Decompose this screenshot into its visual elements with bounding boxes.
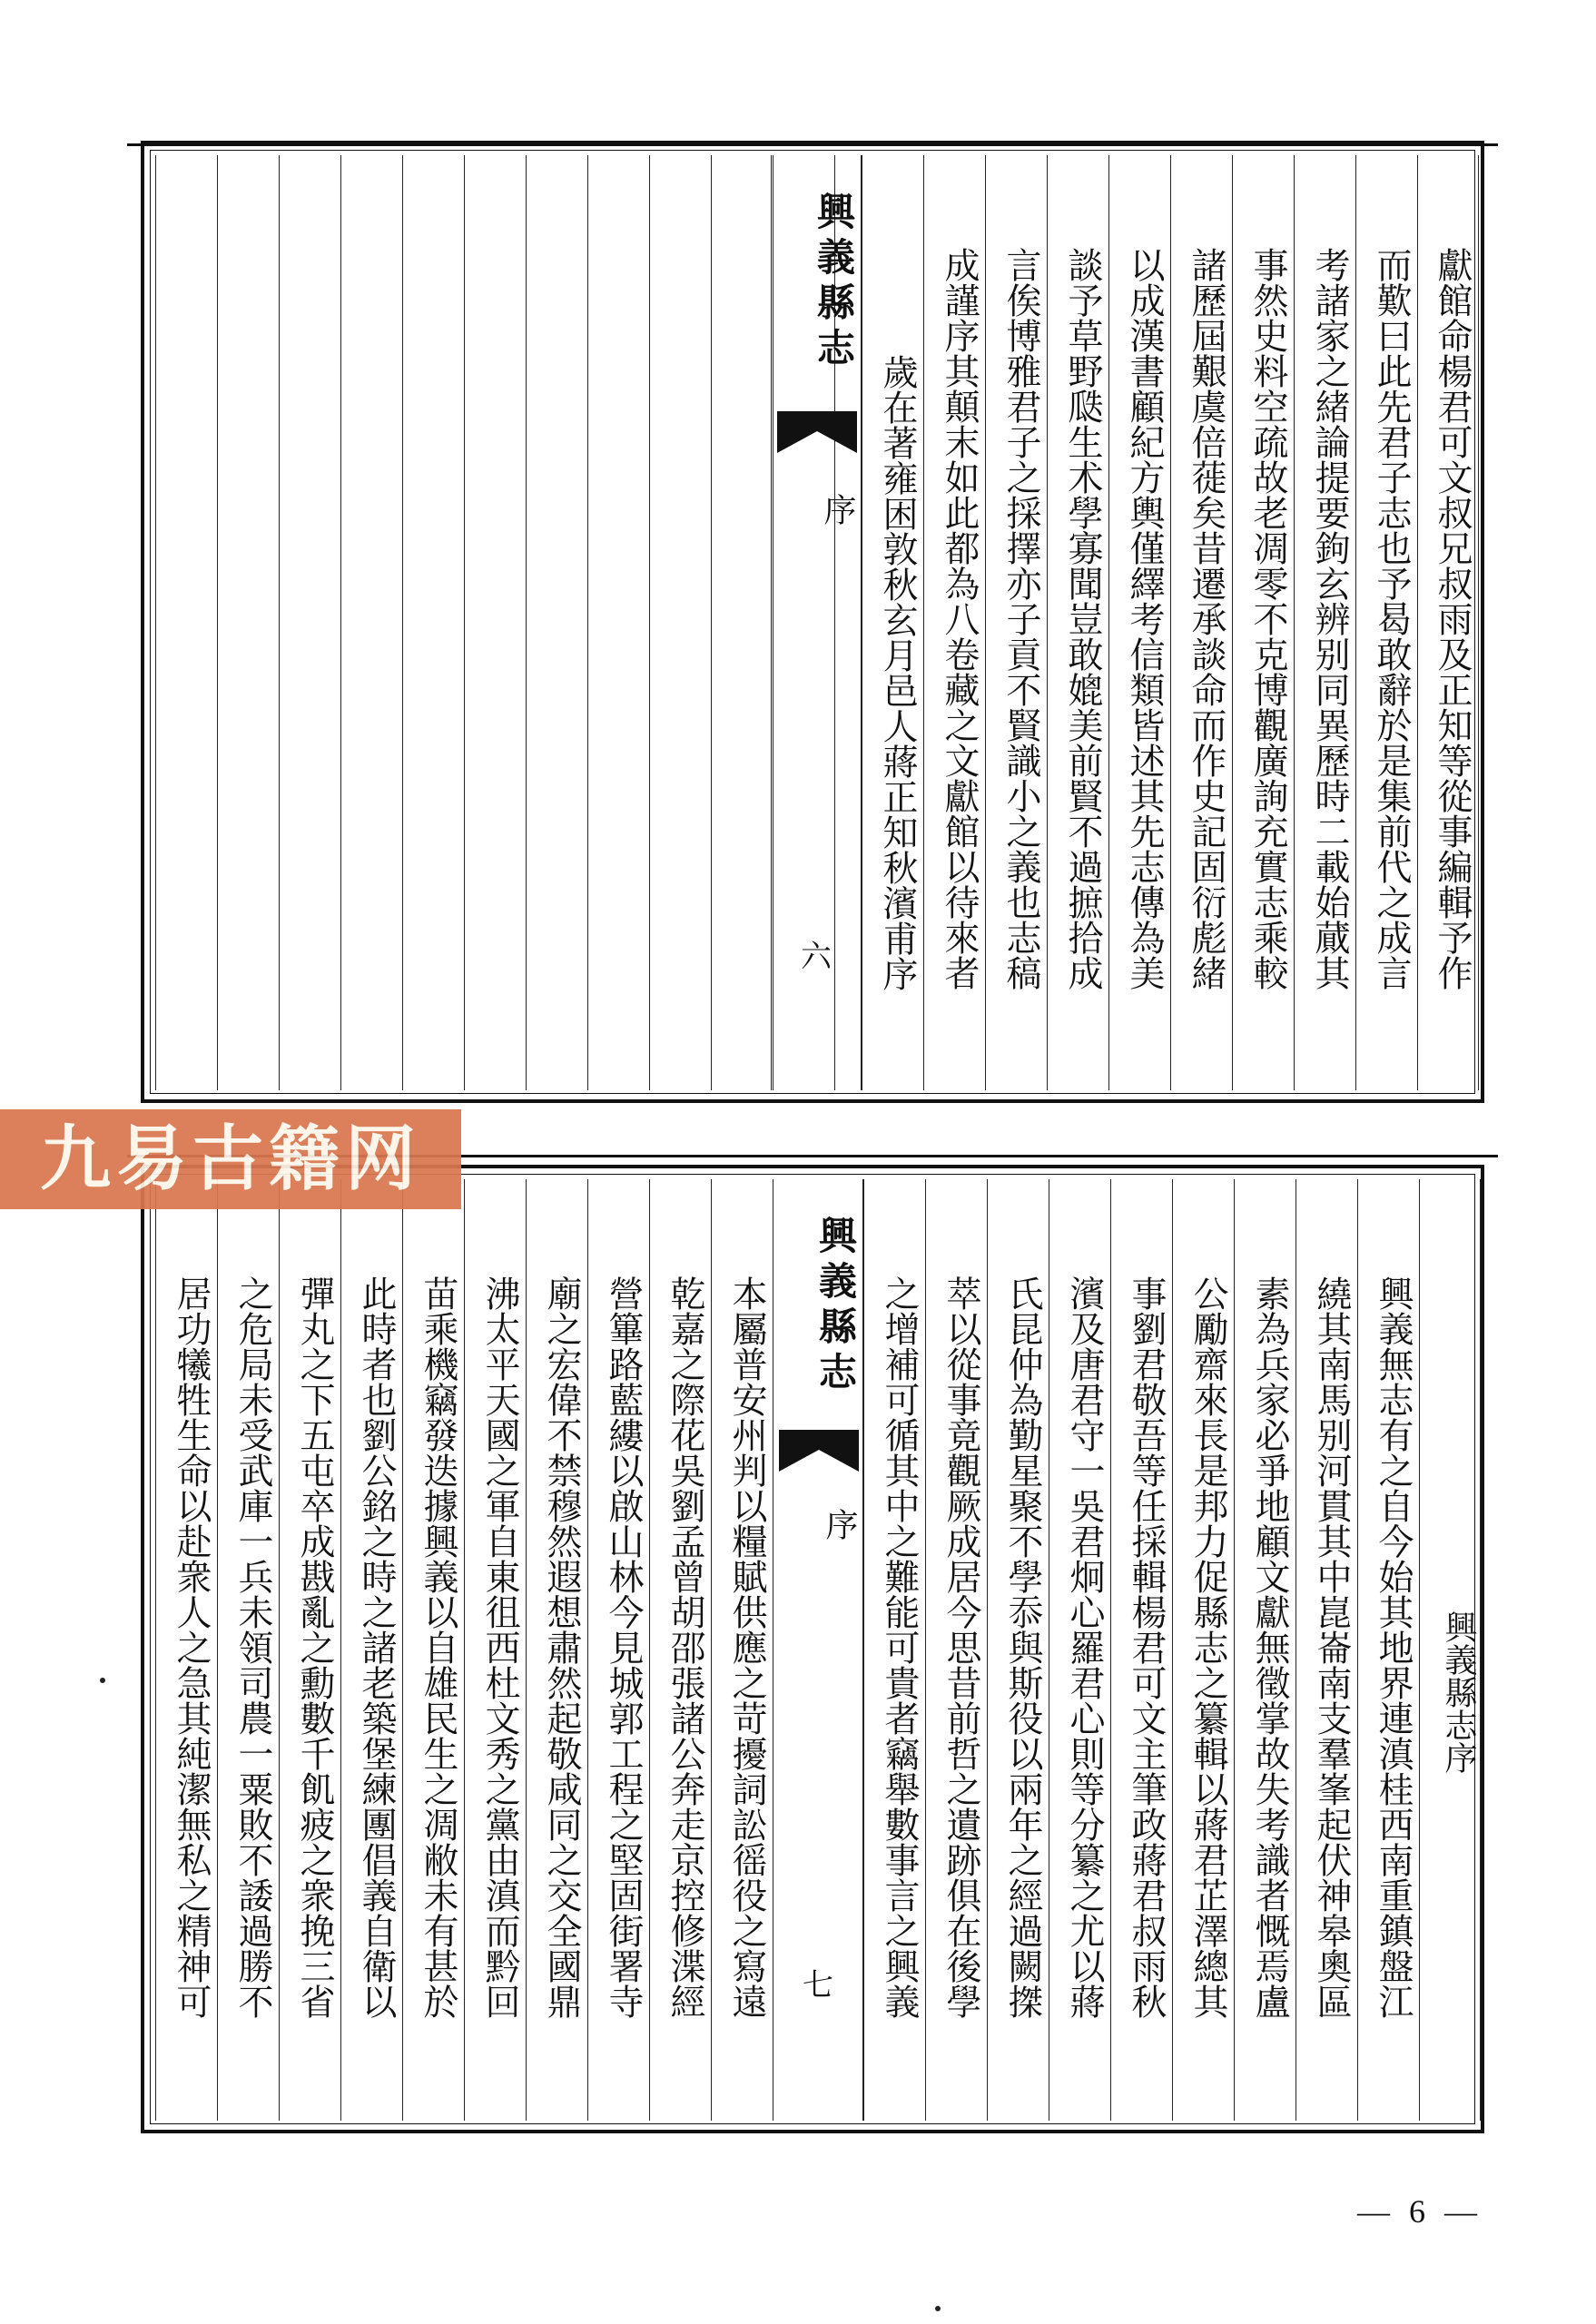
text-column [1417, 155, 1479, 1090]
blank-column [587, 155, 649, 1090]
column-text: 事然史料空疏故老凋零不克博觀廣詢充實志乘較 [1247, 246, 1288, 990]
text-column [649, 1179, 711, 2121]
center-page-number: 六 [801, 939, 832, 975]
text-column [862, 155, 923, 1090]
blank-column [711, 155, 773, 1090]
column-text: 沸太平天國之軍自東徂西杜文秀之黨由滇而黔回 [479, 1275, 520, 2019]
blank-column [279, 155, 340, 1090]
column-text: 談予草野瓞生术學寡聞豈敢媲美前賢不過摭拾成 [1062, 246, 1103, 990]
column-text: 此時者也劉公銘之時之諸老築堡練團倡義自衛以 [356, 1275, 397, 2019]
column-text: 繞其南馬别河貫其中崑崙南支羣峯起伏神皋奧區 [1311, 1275, 1352, 2019]
text-column [1296, 1179, 1357, 2121]
column-text: 之增補可循其中之難能可貴者竊舉數事言之興義 [879, 1275, 920, 2019]
center-section: 序 [821, 1508, 858, 1541]
text-column [1234, 1179, 1296, 2121]
column-text: 事劉君敬吾等任採輯楊君可文主筆政蔣君叔雨秋 [1126, 1275, 1167, 2019]
center-strip [773, 1179, 863, 2121]
text-column [987, 1179, 1049, 2121]
text-column [985, 155, 1047, 1090]
text-column [1108, 155, 1170, 1090]
fishtail-mark [779, 1430, 859, 1484]
blank-column [526, 155, 587, 1090]
text-column [1110, 1179, 1172, 2121]
column-text: 氏昆仲為勤星聚不學忝與斯役以兩年之經過闕搩 [1002, 1275, 1043, 2019]
column-text: 彈丸之下五屯卒成戡亂之勳數千飢疲之衆挽三省 [294, 1275, 335, 2019]
text-column [711, 1179, 773, 2121]
text-column [1172, 1179, 1234, 2121]
column-text: 萃以從事竟觀厥成居今思昔前哲之遺跡俱在後學 [941, 1275, 981, 2019]
column-text: 本屬普安州判以糧賦供應之苛擾詞訟徭役之寫遠 [726, 1275, 767, 2019]
text-column [923, 155, 985, 1090]
center-title: 興義縣志 [813, 1216, 858, 1397]
blank-column [340, 155, 402, 1090]
blank-column [402, 155, 464, 1090]
text-column [1294, 155, 1355, 1090]
column-text: 之危局未受武庫一兵未領司農一粟敗不諉過勝不 [232, 1275, 273, 2019]
text-column [464, 1179, 526, 2121]
text-column [526, 1179, 587, 2121]
page-number: — 6 — [1357, 2193, 1483, 2230]
column-text: 以成漢書顧紀方輿僅繹考信類皆述其先志傳為美 [1124, 246, 1165, 990]
center-title: 興義縣志 [812, 192, 856, 373]
text-column [1232, 155, 1294, 1090]
text-column [155, 1179, 217, 2121]
text-column [402, 1179, 464, 2121]
column-text: 歲在著雍困敦秋玄月邑人蔣正知秋濱甫序 [877, 354, 918, 991]
heading-column [1419, 1179, 1481, 2121]
column-text: 而歎曰此先君子志也予曷敢辭於是集前代之成言 [1371, 246, 1412, 990]
text-column [863, 1179, 925, 2121]
column-text: 興義無志有之自今始其地界連滇桂西南重鎮盤江 [1373, 1275, 1414, 2019]
column-text: 營篳路藍縷以啟山林今見城郭工程之堅固街署寺 [603, 1275, 644, 2019]
blank-column [217, 155, 279, 1090]
text-column [340, 1179, 402, 2121]
bottom-page-frame [141, 1165, 1484, 2133]
column-text: 居功犧牲生命以赴衆人之急其純潔無私之精神可 [171, 1275, 212, 2019]
column-text: 公勵齋來長是邦力促縣志之纂輯以蔣君芷澤總其 [1187, 1275, 1228, 2019]
column-text: 考諸家之緒論提要鉤玄辨别同異歷時二載始蕆其 [1309, 246, 1350, 990]
text-column [1049, 1179, 1110, 2121]
scan-speck [100, 1678, 105, 1683]
section-heading: 興義縣志序 [1440, 1610, 1477, 1774]
text-column [925, 1179, 987, 2121]
column-text: 苗乘機竊發迭據興義以自雄民生之凋敝未有甚於 [418, 1275, 458, 2019]
center-page-number: 七 [803, 1967, 833, 2004]
column-text: 言俟博雅君子之採擇亦子貢不賢識小之義也志稿 [1000, 246, 1041, 990]
watermark: 九易古籍网 [0, 1109, 461, 1209]
column-text: 成謹序其顛末如此都為八卷藏之文獻館以待來者 [939, 246, 980, 990]
column-text: 素為兵家必爭地顧文獻無徵掌故失考識者慨焉盧 [1249, 1275, 1290, 2019]
blank-column [464, 155, 526, 1090]
column-text: 乾嘉之際花吳劉孟曾胡邵張諸公奔走京控修渫經 [665, 1275, 705, 2019]
fishtail-mark [777, 411, 857, 466]
scan-speck [935, 2306, 941, 2311]
text-column [279, 1179, 340, 2121]
column-text: 獻館命楊君可文叔兄叔雨及正知等從事編輯予作 [1432, 246, 1473, 990]
column-text: 濱及唐君守一吳君炯心羅君心則等分纂之尤以蔣 [1064, 1275, 1105, 2019]
text-column [1357, 1179, 1419, 2121]
blank-column [155, 155, 217, 1090]
center-strip [771, 155, 862, 1090]
text-column [587, 1179, 649, 2121]
text-column [217, 1179, 279, 2121]
column-text: 廟之宏偉不禁穆然遐想肅然起敬咸同之交全國鼎 [541, 1275, 582, 2019]
center-section: 序 [819, 493, 856, 526]
blank-column [649, 155, 711, 1090]
text-column [1355, 155, 1417, 1090]
column-text: 諸歷屆艱虞倍蓰矣昔遷承談命而作史記固衍彪緒 [1186, 246, 1227, 990]
text-column [1170, 155, 1232, 1090]
top-page-frame [141, 141, 1484, 1103]
text-column [1047, 155, 1108, 1090]
